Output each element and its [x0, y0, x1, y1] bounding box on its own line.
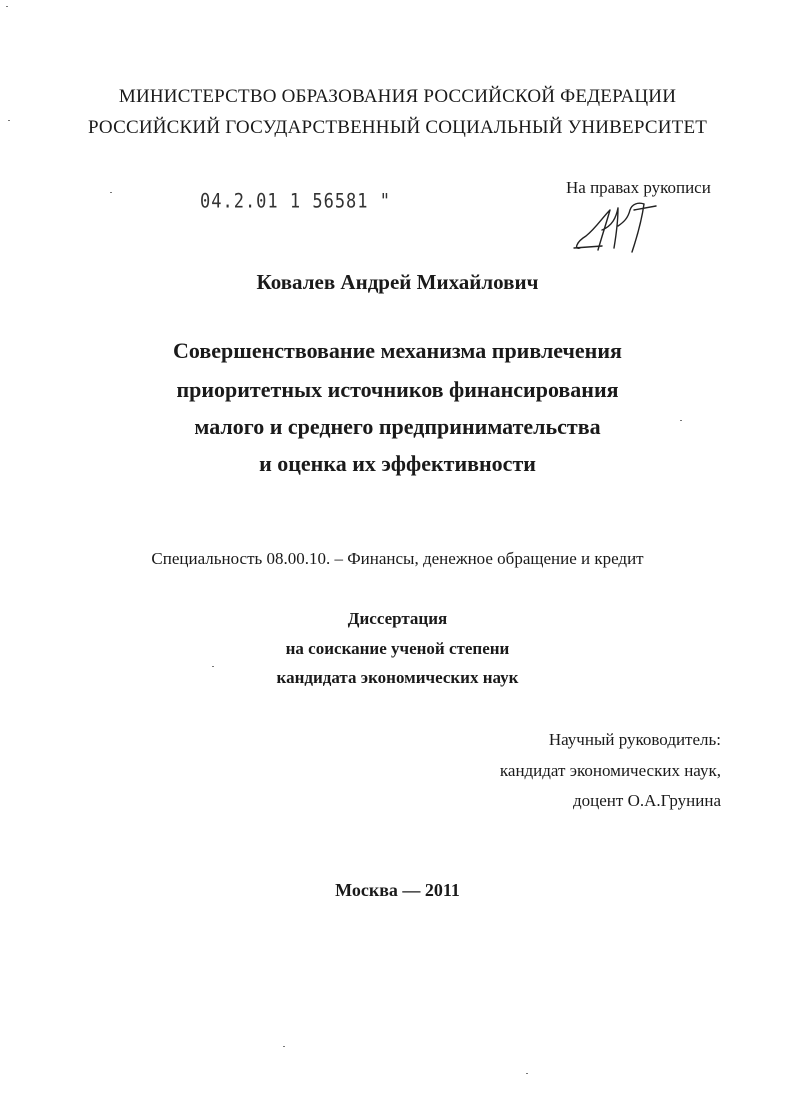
title-line-1: Совершенствование механизма привлечения — [173, 338, 622, 363]
signature-icon — [572, 196, 672, 256]
supervisor-name: доцент О.А.Грунина — [573, 791, 721, 810]
scan-speck — [6, 6, 8, 7]
dissertation-label: Диссертация — [347, 609, 448, 628]
registration-stamp: 04.2.01 1 56581 " — [200, 190, 391, 213]
title-line-3: малого и среднего предпринимательства — [194, 414, 601, 439]
scan-speck — [526, 1073, 528, 1074]
scan-speck — [283, 1046, 285, 1047]
manuscript-note: На правах рукописи — [566, 178, 711, 197]
scan-speck — [212, 666, 214, 667]
author-name: Ковалев Андрей Михайлович — [256, 270, 539, 294]
title-line-2: приоритетных источников финансирования — [176, 377, 619, 402]
scan-speck — [8, 120, 10, 121]
dissertation-degree: кандидата экономических наук — [276, 668, 519, 687]
specialty: Специальность 08.00.10. – Финансы, денежное обращение и кредит — [151, 549, 644, 568]
title-line-4: и оценка их эффективности — [259, 451, 536, 476]
ministry-name: МИНИСТЕРСТВО ОБРАЗОВАНИЯ РОССИЙСКОЙ ФЕДЕРАЦИИ — [118, 86, 677, 107]
university-name: РОССИЙСКИЙ ГОСУДАРСТВЕННЫЙ СОЦИАЛЬНЫЙ УНИВЕРСИТЕТ — [87, 117, 708, 138]
place-year: Москва — 2011 — [335, 880, 460, 900]
scan-speck — [110, 192, 112, 193]
dissertation-purpose: на соискание ученой степени — [285, 639, 510, 658]
supervisor-degree: кандидат экономических наук, — [499, 761, 721, 780]
supervisor-label: Научный руководитель: — [548, 730, 721, 749]
scan-speck — [680, 420, 682, 421]
